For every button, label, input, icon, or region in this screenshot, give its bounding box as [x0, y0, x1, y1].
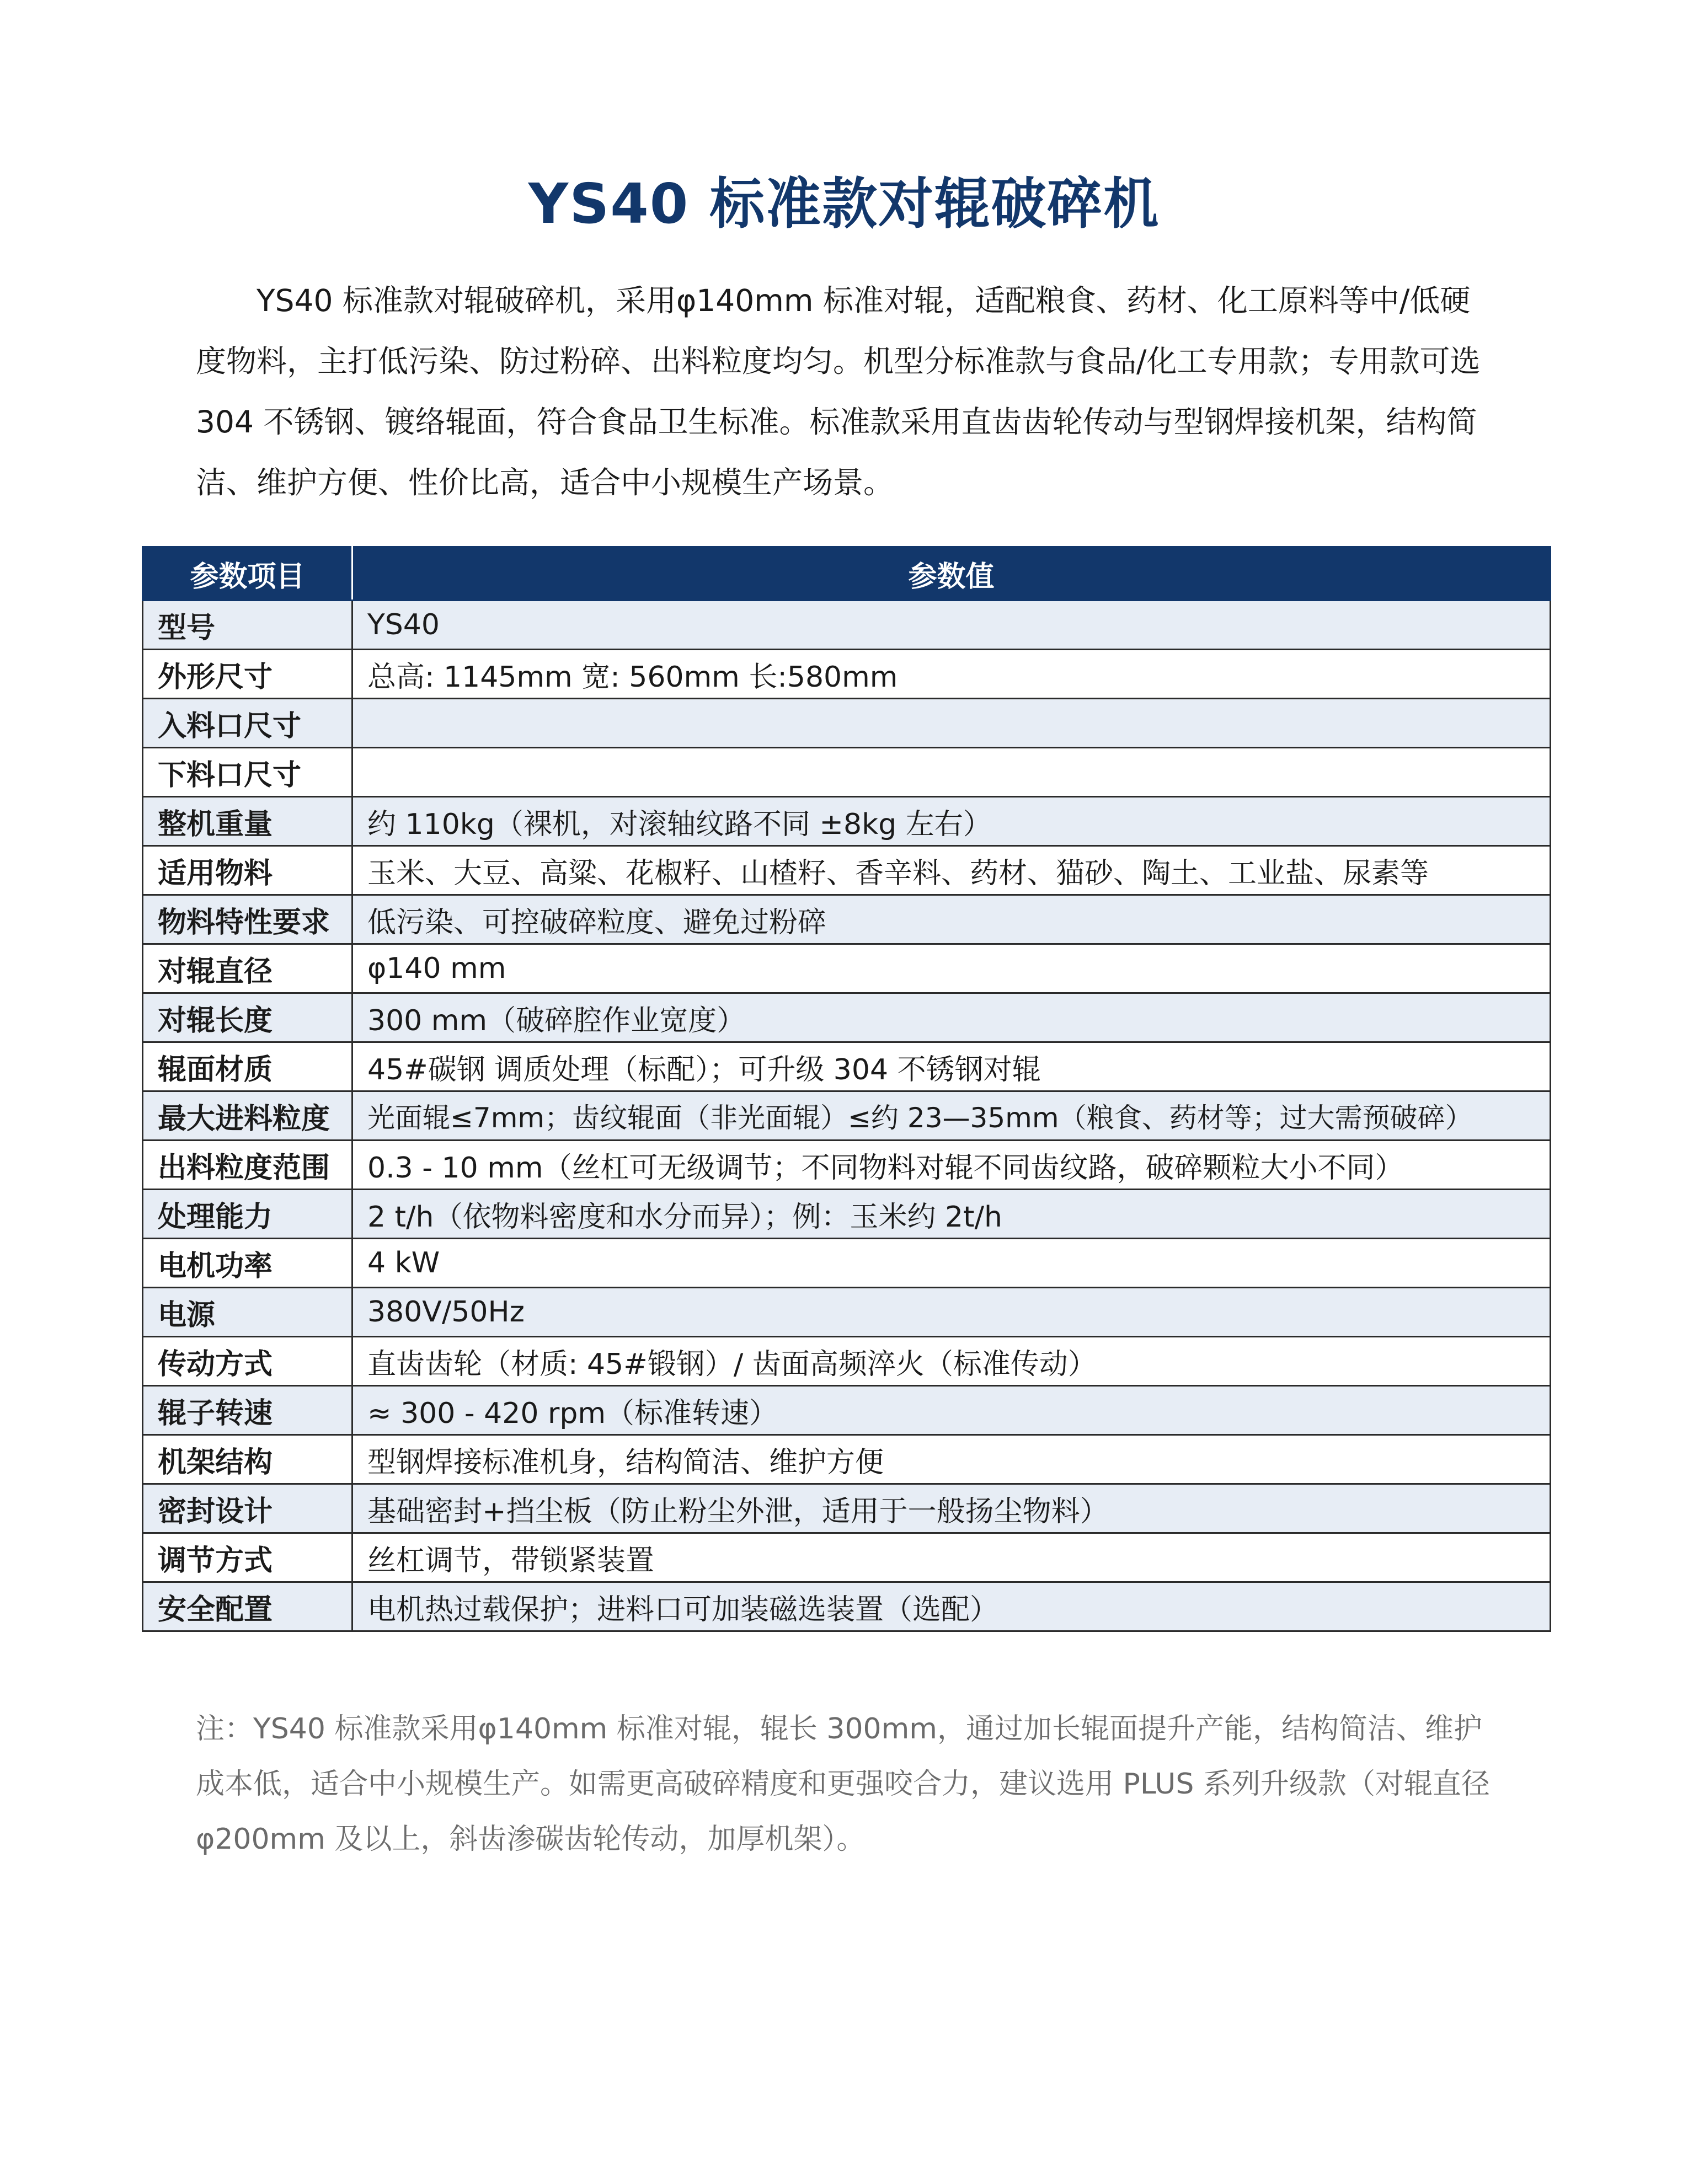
spec-table	[142, 546, 1551, 1632]
row-value: φ140 mm	[352, 944, 1551, 993]
header-param-item: 参数项目	[143, 547, 352, 601]
row-value: 玉米、大豆、高粱、花椒籽、山楂籽、香辛料、药材、猫砂、陶土、工业盐、尿素等	[352, 846, 1551, 895]
row-key: 整机重量	[143, 797, 352, 846]
row-key: 调节方式	[143, 1533, 352, 1582]
table-row	[143, 1435, 1551, 1484]
row-value: 低污染、可控破碎粒度、避免过粉碎	[352, 895, 1551, 944]
intro-paragraph: YS40 标准款对辊破碎机，采用φ140mm 标准对辊，适配粮食、药材、化工原料等中/低硬度物料，主打低污染、防过粉碎、出料粒度均匀。机型分标准款与食品/化工专用款；专用款可选 304 不锈钢、镀络辊面，符合食品卫生标准。标准款采用直齿齿轮传动与型钢焊接机架，结构简洁、维护方便、性价比高，适合中小规模生产场景。	[196, 283, 1481, 500]
row-value: 380V/50Hz	[352, 1288, 1551, 1337]
row-value: ≈ 300 - 420 rpm（标准转速）	[352, 1386, 1551, 1435]
footnote: 注：YS40 标准款采用φ140mm 标准对辊，辊长 300mm，通过加长辊面提升产能，结构简洁、维护成本低，适合中小规模生产。如需更高破碎精度和更强咬合力，建议选用 PLUS 系列升级款（对辊直径φ200mm 及以上，斜齿渗碳齿轮传动，加厚机架）。	[196, 1712, 1490, 1856]
row-value: 0.3 - 10 mm（丝杠可无级调节；不同物料对辊不同齿纹路，破碎颗粒大小不同）	[352, 1141, 1551, 1190]
row-value: 直齿齿轮（材质: 45#锻钢）/ 齿面高频淬火（标准传动）	[352, 1337, 1551, 1386]
row-value: 光面辊≤7mm；齿纹辊面（非光面辊）≤约 23—35mm（粮食、药材等；过大需预破碎）	[352, 1091, 1551, 1141]
row-value: 300 mm（破碎腔作业宽度）	[352, 993, 1551, 1042]
row-key: 处理能力	[143, 1190, 352, 1239]
table-row	[143, 895, 1551, 944]
row-key: 适用物料	[143, 846, 352, 895]
table-row	[143, 1288, 1551, 1337]
table-row	[143, 601, 1551, 650]
row-key: 型号	[143, 601, 352, 650]
table-row	[143, 944, 1551, 993]
row-key: 出料粒度范围	[143, 1141, 352, 1190]
table-row	[143, 797, 1551, 846]
row-key: 对辊直径	[143, 944, 352, 993]
table-row	[143, 1239, 1551, 1288]
row-key: 电源	[143, 1288, 352, 1337]
row-key: 传动方式	[143, 1337, 352, 1386]
row-key: 下料口尺寸	[143, 748, 352, 797]
row-key: 最大进料粒度	[143, 1091, 352, 1141]
row-value: 45#碳钢 调质处理（标配）；可升级 304 不锈钢对辊	[352, 1042, 1551, 1091]
table-row	[143, 993, 1551, 1042]
table-row	[143, 1533, 1551, 1582]
row-value	[352, 748, 1551, 797]
row-key: 电机功率	[143, 1239, 352, 1288]
table-row	[143, 1042, 1551, 1091]
table-row	[143, 846, 1551, 895]
row-value: 型钢焊接标准机身，结构简洁、维护方便	[352, 1435, 1551, 1484]
table-row	[143, 650, 1551, 699]
row-key: 辊面材质	[143, 1042, 352, 1091]
row-key: 对辊长度	[143, 993, 352, 1042]
header-param-value: 参数值	[352, 547, 1551, 601]
row-key: 入料口尺寸	[143, 699, 352, 748]
row-key: 安全配置	[143, 1582, 352, 1631]
page-title: YS40 标准款对辊破碎机	[528, 172, 1160, 236]
row-key: 辊子转速	[143, 1386, 352, 1435]
row-key: 密封设计	[143, 1484, 352, 1533]
table-row	[143, 1337, 1551, 1386]
row-value: 总高: 1145mm 宽: 560mm 长:580mm	[352, 650, 1551, 699]
row-value: 电机热过载保护；进料口可加装磁选装置（选配）	[352, 1582, 1551, 1631]
table-row	[143, 1190, 1551, 1239]
table-row	[143, 1141, 1551, 1190]
table-row	[143, 1484, 1551, 1533]
row-key: 物料特性要求	[143, 895, 352, 944]
row-value: 4 kW	[352, 1239, 1551, 1288]
row-value: 约 110kg（裸机，对滚轴纹路不同 ±8kg 左右）	[352, 797, 1551, 846]
row-value: 丝杠调节，带锁紧装置	[352, 1533, 1551, 1582]
row-value: YS40	[352, 601, 1551, 650]
table-row	[143, 1582, 1551, 1631]
row-key: 机架结构	[143, 1435, 352, 1484]
table-row	[143, 1386, 1551, 1435]
row-value: 基础密封+挡尘板（防止粉尘外泄，适用于一般扬尘物料）	[352, 1484, 1551, 1533]
table-row	[143, 1091, 1551, 1141]
table-row	[143, 748, 1551, 797]
row-key: 外形尺寸	[143, 650, 352, 699]
table-row	[143, 699, 1551, 748]
table-header-row	[143, 547, 1551, 601]
row-value: 2 t/h（依物料密度和水分而异）；例：玉米约 2t/h	[352, 1190, 1551, 1239]
row-value	[352, 699, 1551, 748]
